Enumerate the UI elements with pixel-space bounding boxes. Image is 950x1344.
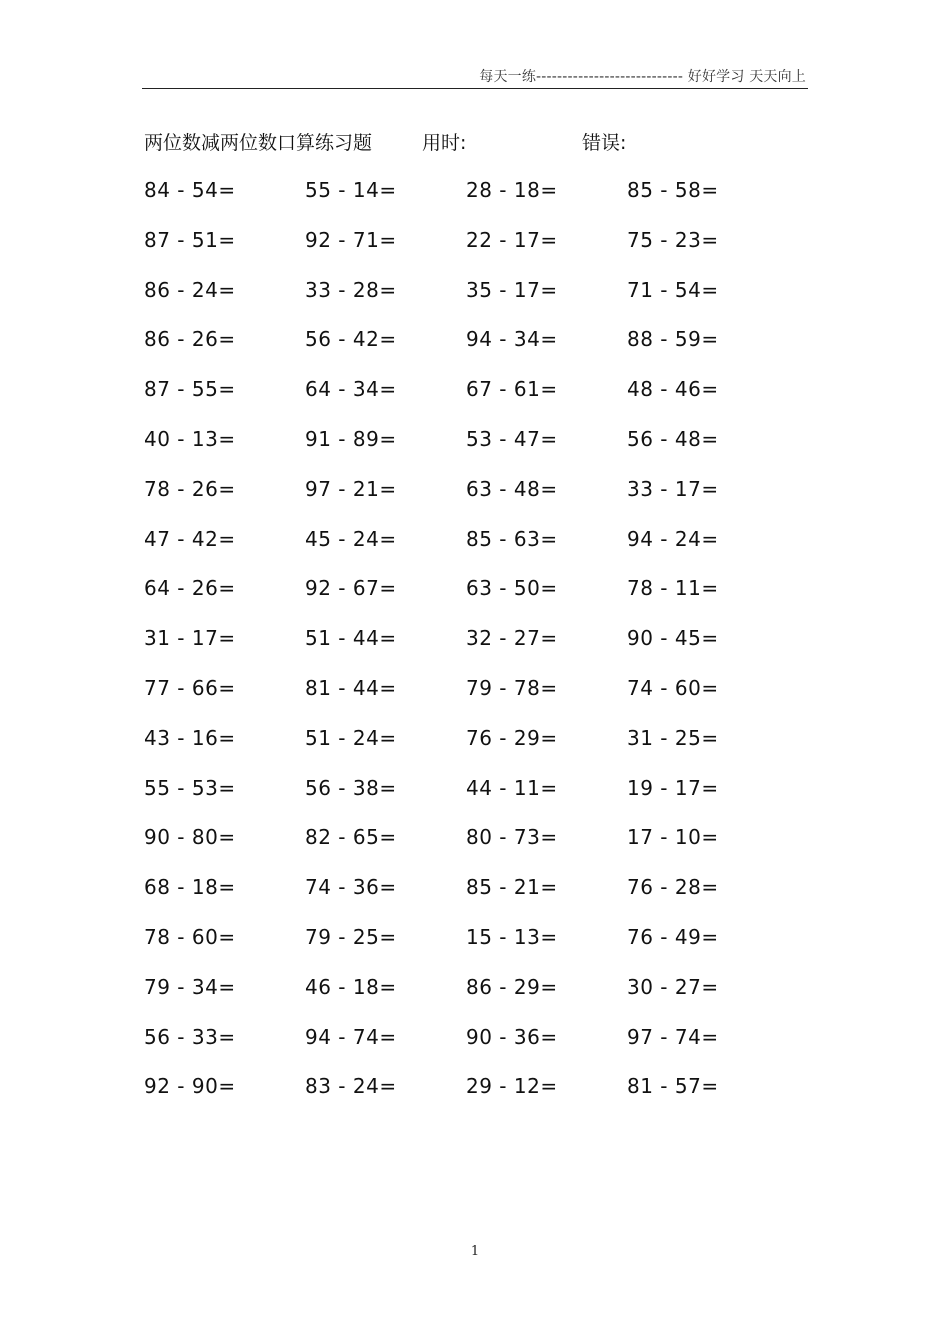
problem-item: 74 - 36=	[305, 875, 397, 900]
problem-item: 79 - 25=	[305, 925, 397, 949]
problem-item: 32 - 27=	[466, 626, 558, 651]
problem-item: 17 - 10=	[627, 825, 719, 850]
problem-item: 45 - 24=	[305, 526, 397, 551]
problem-item: 76 - 28=	[627, 875, 719, 900]
problem-item: 94 - 74=	[305, 1024, 397, 1049]
problem-item: 81 - 57=	[627, 1074, 719, 1099]
problem-item: 92 - 67=	[305, 576, 397, 601]
problem-item: 51 - 44=	[305, 626, 397, 651]
problem-item: 46 - 18=	[305, 974, 397, 999]
problem-item: 67 - 61=	[466, 377, 558, 402]
problem-item: 44 - 11=	[466, 775, 558, 800]
problem-item: 90 - 45=	[627, 626, 719, 651]
problem-item: 64 - 34=	[305, 377, 397, 402]
problem-item: 85 - 21=	[466, 875, 558, 900]
problem-item: 56 - 42=	[305, 327, 397, 352]
problem-item: 77 - 66=	[144, 676, 236, 700]
problem-item: 79 - 34=	[144, 974, 236, 999]
problem-item: 78 - 60=	[144, 925, 236, 949]
problem-item: 88 - 59=	[627, 327, 719, 352]
problem-item: 47 - 42=	[144, 526, 236, 551]
problem-item: 55 - 14=	[305, 178, 397, 202]
problem-item: 81 - 44=	[305, 676, 397, 700]
problem-item: 84 - 54=	[144, 178, 236, 202]
header-text: 每天一练---------------------------- 好好学习 天天向上	[479, 69, 806, 85]
problem-item: 40 - 13=	[144, 427, 236, 451]
problem-item: 82 - 65=	[305, 825, 397, 850]
worksheet-title: 两位数减两位数口算练习题	[144, 132, 373, 154]
problem-item: 68 - 18=	[144, 875, 236, 900]
problem-item: 15 - 13=	[466, 925, 558, 949]
problem-item: 63 - 50=	[466, 576, 558, 601]
problem-item: 97 - 21=	[305, 476, 397, 501]
problem-item: 30 - 27=	[627, 974, 719, 999]
problem-item: 22 - 17=	[466, 227, 558, 252]
problem-item: 35 - 17=	[466, 277, 558, 302]
problem-item: 43 - 16=	[144, 725, 236, 750]
problem-item: 86 - 29=	[466, 974, 558, 999]
problem-item: 33 - 28=	[305, 277, 397, 302]
problem-item: 90 - 36=	[466, 1024, 558, 1049]
problem-item: 94 - 24=	[627, 526, 719, 551]
problem-item: 64 - 26=	[144, 576, 236, 601]
problem-item: 92 - 90=	[144, 1074, 236, 1099]
problem-item: 76 - 29=	[466, 725, 558, 750]
page-number: 1	[470, 1244, 480, 1259]
problem-item: 63 - 48=	[466, 476, 558, 501]
problem-item: 48 - 46=	[627, 377, 719, 402]
problem-item: 29 - 12=	[466, 1074, 558, 1099]
problem-item: 85 - 58=	[627, 178, 719, 202]
problem-item: 78 - 26=	[144, 476, 236, 501]
problem-item: 78 - 11=	[627, 576, 719, 601]
problem-item: 75 - 23=	[627, 227, 719, 252]
problem-item: 87 - 55=	[144, 377, 236, 402]
problem-item: 92 - 71=	[305, 227, 397, 252]
problem-item: 56 - 38=	[305, 775, 397, 800]
problem-item: 91 - 89=	[305, 427, 397, 451]
problem-item: 85 - 63=	[466, 526, 558, 551]
problem-item: 71 - 54=	[627, 277, 719, 302]
problem-item: 56 - 48=	[627, 427, 719, 451]
problem-item: 80 - 73=	[466, 825, 558, 850]
problem-item: 94 - 34=	[466, 327, 558, 352]
problem-item: 56 - 33=	[144, 1024, 236, 1049]
problem-item: 31 - 17=	[144, 626, 236, 651]
problem-item: 55 - 53=	[144, 775, 236, 800]
problem-item: 31 - 25=	[627, 725, 719, 750]
problem-item: 51 - 24=	[305, 725, 397, 750]
problem-item: 86 - 26=	[144, 327, 236, 352]
problem-item: 76 - 49=	[627, 925, 719, 949]
problem-item: 28 - 18=	[466, 178, 558, 202]
problem-item: 83 - 24=	[305, 1074, 397, 1099]
time-label: 用时:	[422, 132, 467, 154]
problem-item: 87 - 51=	[144, 227, 236, 252]
problem-item: 97 - 74=	[627, 1024, 719, 1049]
problem-item: 53 - 47=	[466, 427, 558, 451]
problem-item: 33 - 17=	[627, 476, 719, 501]
problem-item: 86 - 24=	[144, 277, 236, 302]
problem-item: 79 - 78=	[466, 676, 558, 700]
problem-item: 90 - 80=	[144, 825, 236, 850]
problem-item: 19 - 17=	[627, 775, 719, 800]
problem-item: 74 - 60=	[627, 676, 719, 700]
errors-label: 错误:	[582, 132, 627, 154]
